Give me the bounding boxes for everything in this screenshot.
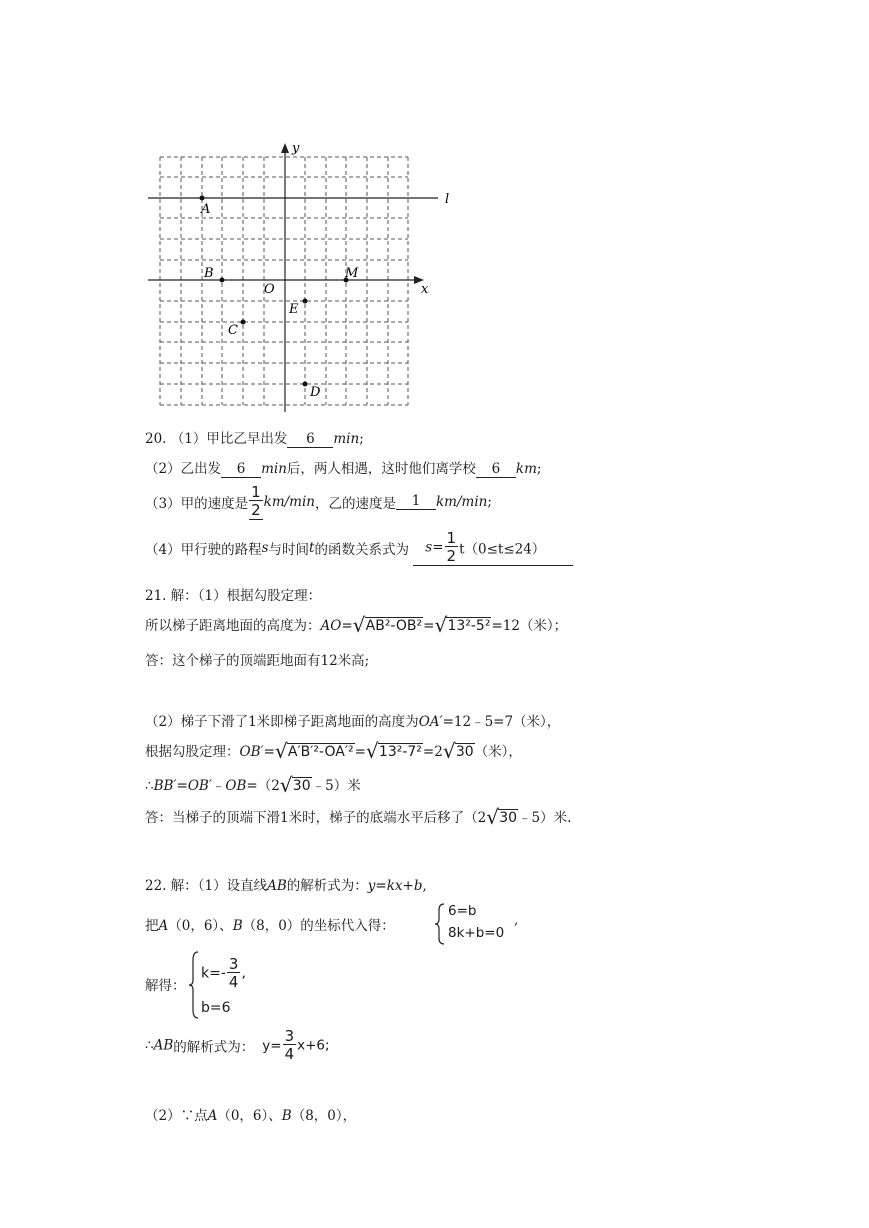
q20-part2: （2）乙出发 6 min后，两人相遇，这时他们离学校 6 km; <box>145 461 542 477</box>
system2-eq1: k=- $\frac{3}{4}$ , <box>201 955 246 991</box>
x-axis-label: x <box>421 282 429 297</box>
q21-line6: ∴BB′=OB′﹣OB=（2 √ 30﹣5）米 <box>145 773 361 797</box>
y-axis-label: y <box>292 141 300 156</box>
point-b-label: B <box>204 266 214 281</box>
origin-label: O <box>264 282 275 297</box>
point-c <box>241 320 246 325</box>
q22-line5: （2）∵点A（0，6）、B（8，0）， <box>145 1108 357 1124</box>
system2-eq2: b=6 <box>201 1000 231 1016</box>
system-brace-2 <box>188 950 200 1020</box>
point-d <box>303 382 308 387</box>
fraction-three-quarters-2: $\frac{3}{4}$ <box>284 1027 295 1063</box>
q22-line2: 把A（0，6）、B（8，0）的坐标代入得： <box>145 918 395 934</box>
line-l-label: l <box>445 192 450 207</box>
q20-part3: （3）甲的速度是 $\frac{1}{2}$ km/min，乙的速度是 1 km/min; <box>145 483 492 519</box>
q21-line1: 21. 解：（1）根据勾股定理： <box>145 588 322 604</box>
q21-line7: 答：当梯子的顶端下滑1米时，梯子的底端水平后移了（2 √ 30﹣5）米. <box>145 805 572 829</box>
point-c-label: C <box>228 323 238 338</box>
q21-line4: （2）梯子下滑了1米即梯子距离地面的高度为OA′=12﹣5=7（米）， <box>145 714 561 730</box>
sqrt-ab-ob: √ AB²-OB² <box>352 613 423 637</box>
system1-eq2: 8k+b=0 <box>448 925 505 941</box>
y-axis-arrow <box>281 143 289 153</box>
sqrt-30: √ 30 <box>442 739 474 763</box>
point-e <box>303 299 308 304</box>
system1-comma: , <box>514 912 519 928</box>
sqrt-30-b: √ 30 <box>279 773 311 797</box>
q22-line1: 22. 解：（1）设直线AB的解析式为：y=kx+b, <box>145 878 427 894</box>
sqrt-ab-prime-oa-prime: √ A′B′²-OA′² <box>274 739 354 763</box>
system1-eq1: 6=b <box>448 903 477 919</box>
point-b <box>220 278 225 283</box>
system-brace-1 <box>434 902 446 946</box>
fraction-one-half-2: $\frac{1}{2}$ <box>446 529 457 565</box>
q20-answer-4: s= $\frac{1}{2}$ t（0≤t≤24） <box>413 530 573 566</box>
q21-line2: 所以梯子距离地面的高度为：AO= √ AB²-OB²= √ 13²-5²=12（米）； <box>145 613 568 637</box>
point-m-label: M <box>345 266 359 281</box>
sqrt-13-7: √ 13²-7² <box>365 739 422 763</box>
fraction-one-half: $\frac{1}{2}$ <box>251 483 261 519</box>
point-a-label: A <box>201 202 211 217</box>
q22-line3: 解得： <box>145 978 186 994</box>
q21-line5: 根据勾股定理：OB′= √ A′B′²-OA′²= √ 13²-7²=2 √ 30（米）， <box>145 739 522 763</box>
coordinate-grid-figure <box>140 140 470 420</box>
q21-line3: 答：这个梯子的顶端距地面有12米高; <box>145 653 370 669</box>
sqrt-13-5: √ 13²-5² <box>434 613 491 637</box>
q22-line4: ∴AB的解析式为： y= $\frac{3}{4}$ x+6; <box>145 1027 330 1063</box>
fraction-three-quarters: $\frac{3}{4}$ <box>228 955 239 991</box>
point-d-label: D <box>310 385 321 400</box>
point-e-label: E <box>289 302 299 317</box>
q20-part4: （4）甲行驶的路程s与时间t的函数关系式为 s= $\frac{1}{2}$ t（0≤t≤24） <box>145 530 573 566</box>
sqrt-30-c: √ 30 <box>486 805 518 829</box>
grid-lines <box>160 157 408 405</box>
q20-part1: 20. （1）甲比乙早出发 6 min; <box>145 431 364 447</box>
point-a <box>200 196 205 201</box>
